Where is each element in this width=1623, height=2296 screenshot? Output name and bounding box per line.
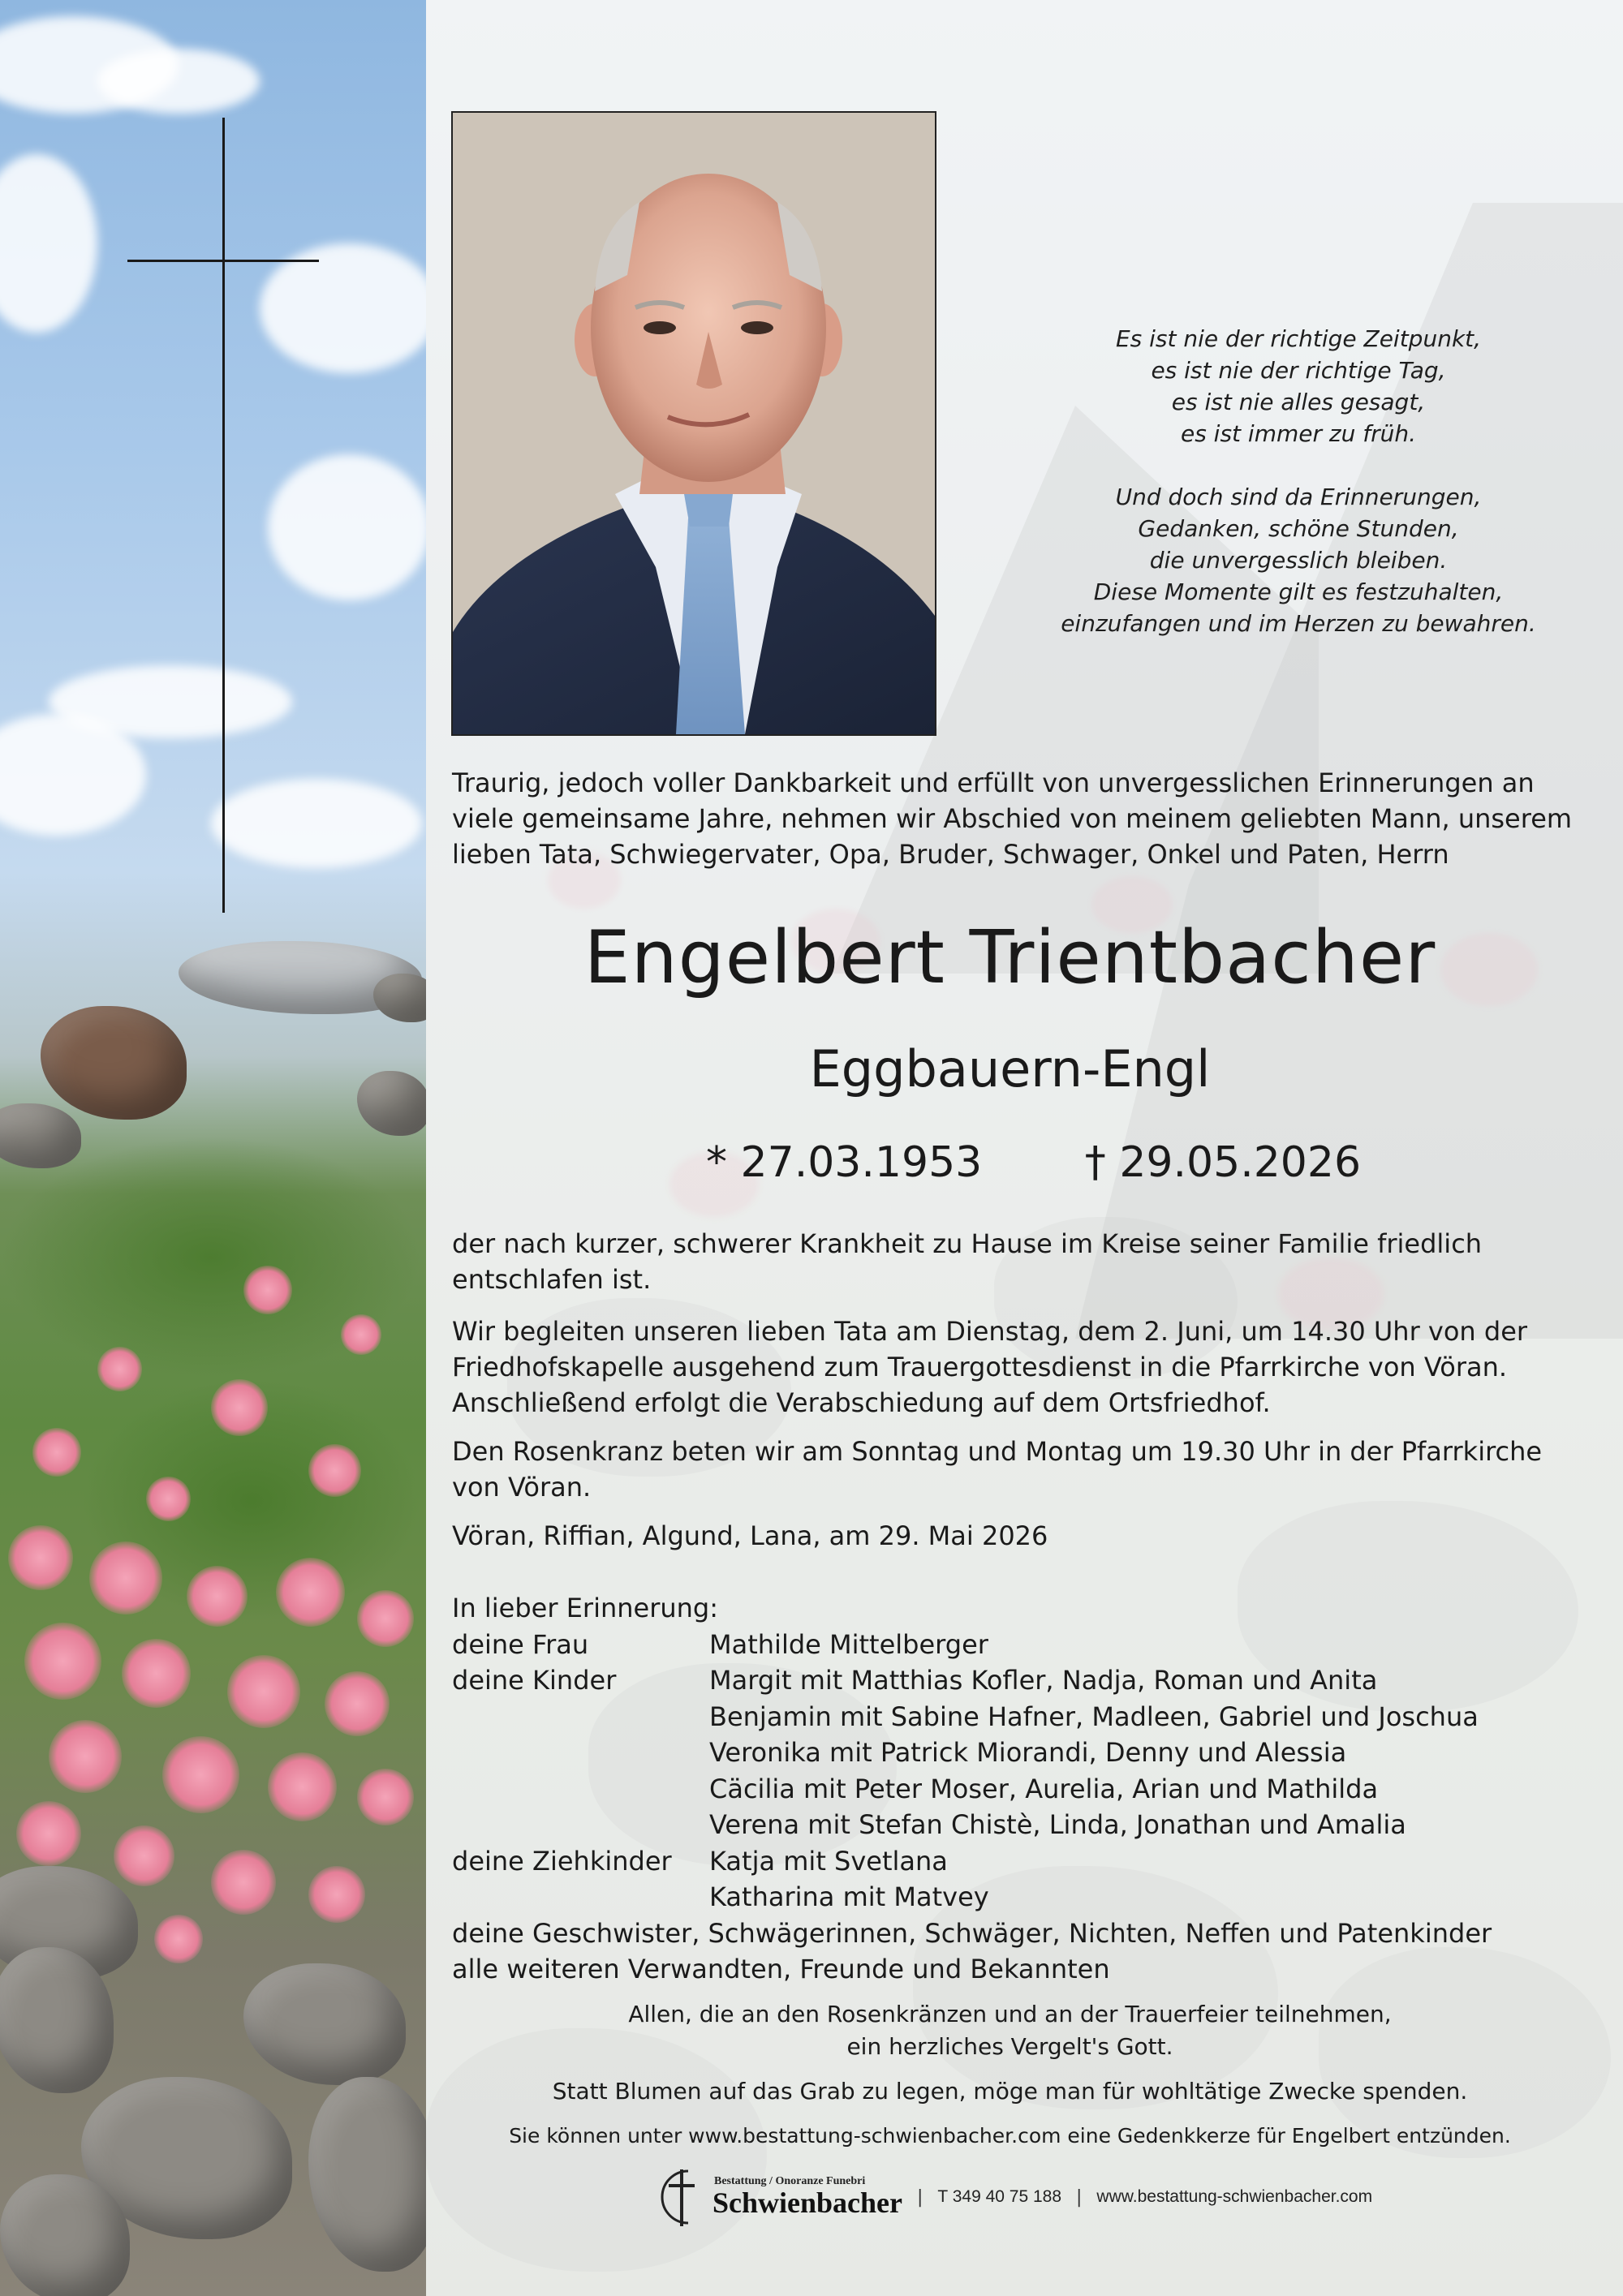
family-relation: deine Frau [452, 1628, 589, 1660]
poem-line: die unvergesslich bleiben. [1149, 547, 1448, 574]
family-relation: deine Ziehkinder [452, 1845, 672, 1877]
footer-separator: | [1076, 2186, 1083, 2208]
family-row [452, 1771, 1492, 1808]
family-relation [452, 1771, 709, 1808]
paragraph-line: Den Rosenkranz beten wir am Sonntag und Montag um 19.30 Uhr in der Pfarrkirche [452, 1436, 1543, 1467]
funeral-home-logo-icon [656, 2165, 708, 2229]
deceased-nickname: Eggbauern-Engl [809, 1039, 1211, 1099]
thanks-text [452, 1998, 1568, 2063]
intro-line: viele gemeinsame Jahre, nehmen wir Abschied von meinem geliebten Mann, unserem [452, 803, 1573, 834]
life-dates [706, 1134, 1361, 1191]
family-relation [452, 1699, 709, 1735]
poem-line: einzufangen und im Herzen zu bewahren. [1061, 610, 1536, 637]
paragraph-line: Friedhofskapelle ausgehend zum Trauergottesdienst in die Pfarrkirche von Vöran. [452, 1352, 1508, 1382]
paragraph-line: von Vöran. [452, 1472, 592, 1503]
footer-website-link[interactable]: www.bestattung-schwienbacher.com [1096, 2187, 1373, 2206]
intro-text [452, 765, 1572, 872]
poem-line: es ist nie alles gesagt, [1171, 389, 1426, 415]
death-date: † 29.05.2026 [1084, 1138, 1362, 1187]
family-members: Cäcilia mit Peter Moser, Aurelia, Arian und Mathilda [709, 1773, 1379, 1804]
poem-stanza-1 [974, 323, 1623, 449]
thanks-line: Allen, die an den Rosenkränzen und an der Trauerfeier teilnehmen, [628, 2001, 1392, 2027]
deceased-name: Engelbert Trientbacher [583, 915, 1436, 1000]
intro-line: lieben Tata, Schwiegervater, Opa, Bruder, Schwager, Onkel und Paten, Herrn [452, 839, 1449, 870]
poem-line: es ist immer zu früh. [1180, 420, 1417, 447]
portrait-photo [451, 111, 936, 736]
family-heading: In lieber Erinnerung: [452, 1593, 719, 1623]
candle-note: Sie können unter www.bestattung-schwienbacher.com eine Gedenkkerze für Engelbert entzünden. [509, 2124, 1511, 2148]
family-closing: deine Geschwister, Schwägerinnen, Schwäger, Nichten, Neffen und Patenkinder [452, 1917, 1492, 1949]
funeral-home-name: Schwienbacher [712, 2186, 902, 2219]
family-relation [452, 1735, 709, 1771]
family-members: Benjamin mit Sabine Hafner, Madleen, Gabriel und Joschua [709, 1701, 1479, 1732]
poem-line: Und doch sind da Erinnerungen, [1115, 484, 1482, 510]
paragraph-funeral [452, 1314, 1527, 1421]
family-members: Verena mit Stefan Chistè, Linda, Jonathan und Amalia [709, 1809, 1406, 1840]
paragraph-line: der nach kurzer, schwerer Krankheit zu Hause im Kreise seiner Familie friedlich [452, 1228, 1483, 1259]
family-list [452, 1590, 1492, 1988]
landscape-strip [0, 0, 426, 2296]
poem-line: es ist nie der richtige Tag, [1151, 357, 1446, 384]
family-row [452, 1699, 1492, 1735]
family-members: Mathilde Mittelberger [709, 1628, 988, 1660]
poem-line: Gedanken, schöne Stunden, [1138, 515, 1459, 542]
paragraph-passing [452, 1226, 1482, 1297]
family-members: Veronika mit Patrick Miorandi, Denny und Alessia [709, 1737, 1347, 1768]
family-members: Margit mit Matthias Kofler, Nadja, Roman und Anita [709, 1665, 1378, 1696]
poem-stanza-2 [974, 481, 1623, 639]
family-row [452, 1843, 1492, 1880]
family-relation [452, 1807, 709, 1843]
flowers-note: Statt Blumen auf das Grab zu legen, möge man für wohltätige Zwecke spenden. [552, 2078, 1468, 2105]
paragraph-rosary [452, 1434, 1542, 1505]
paragraph-line: Vöran, Riffian, Algund, Lana, am 29. Mai 2026 [452, 1520, 1048, 1551]
family-relation [452, 1879, 709, 1915]
footer-phone: T 349 40 75 188 [937, 2187, 1061, 2206]
intro-line: Traurig, jedoch voller Dankbarkeit und erfüllt von unvergesslichen Erinnerungen an [452, 767, 1535, 798]
funeral-home-footer [656, 2165, 1372, 2229]
thanks-line: ein herzliches Vergelt's Gott. [846, 2033, 1173, 2060]
paragraph-place-date [452, 1518, 1048, 1554]
family-row [452, 1735, 1492, 1771]
poem-line: Es ist nie der richtige Zeitpunkt, [1115, 325, 1482, 352]
paragraph-line: Wir begleiten unseren lieben Tata am Dienstag, dem 2. Juni, um 14.30 Uhr von der [452, 1316, 1528, 1347]
family-row [452, 1662, 1492, 1699]
paragraph-line: entschlafen ist. [452, 1264, 652, 1295]
family-members: Katharina mit Matvey [709, 1881, 989, 1912]
family-row [452, 1879, 1492, 1915]
birth-date: * 27.03.1953 [706, 1138, 983, 1187]
family-relation: deine Kinder [452, 1665, 617, 1696]
family-row [452, 1807, 1492, 1843]
cross-icon-bar [127, 260, 319, 262]
family-closing: alle weiteren Verwandten, Freunde und Bekannten [452, 1954, 1110, 1984]
funeral-home-tagline: Bestattung / Onoranze Funebri [714, 2175, 866, 2187]
family-members: Katja mit Svetlana [709, 1845, 948, 1877]
family-row [452, 1627, 1492, 1663]
footer-separator: | [917, 2186, 923, 2208]
poem [974, 323, 1623, 671]
paragraph-line: Anschließend erfolgt die Verabschiedung auf dem Ortsfriedhof. [452, 1387, 1271, 1418]
cross-icon [222, 118, 225, 913]
poem-line: Diese Momente gilt es festzuhalten, [1093, 578, 1504, 605]
